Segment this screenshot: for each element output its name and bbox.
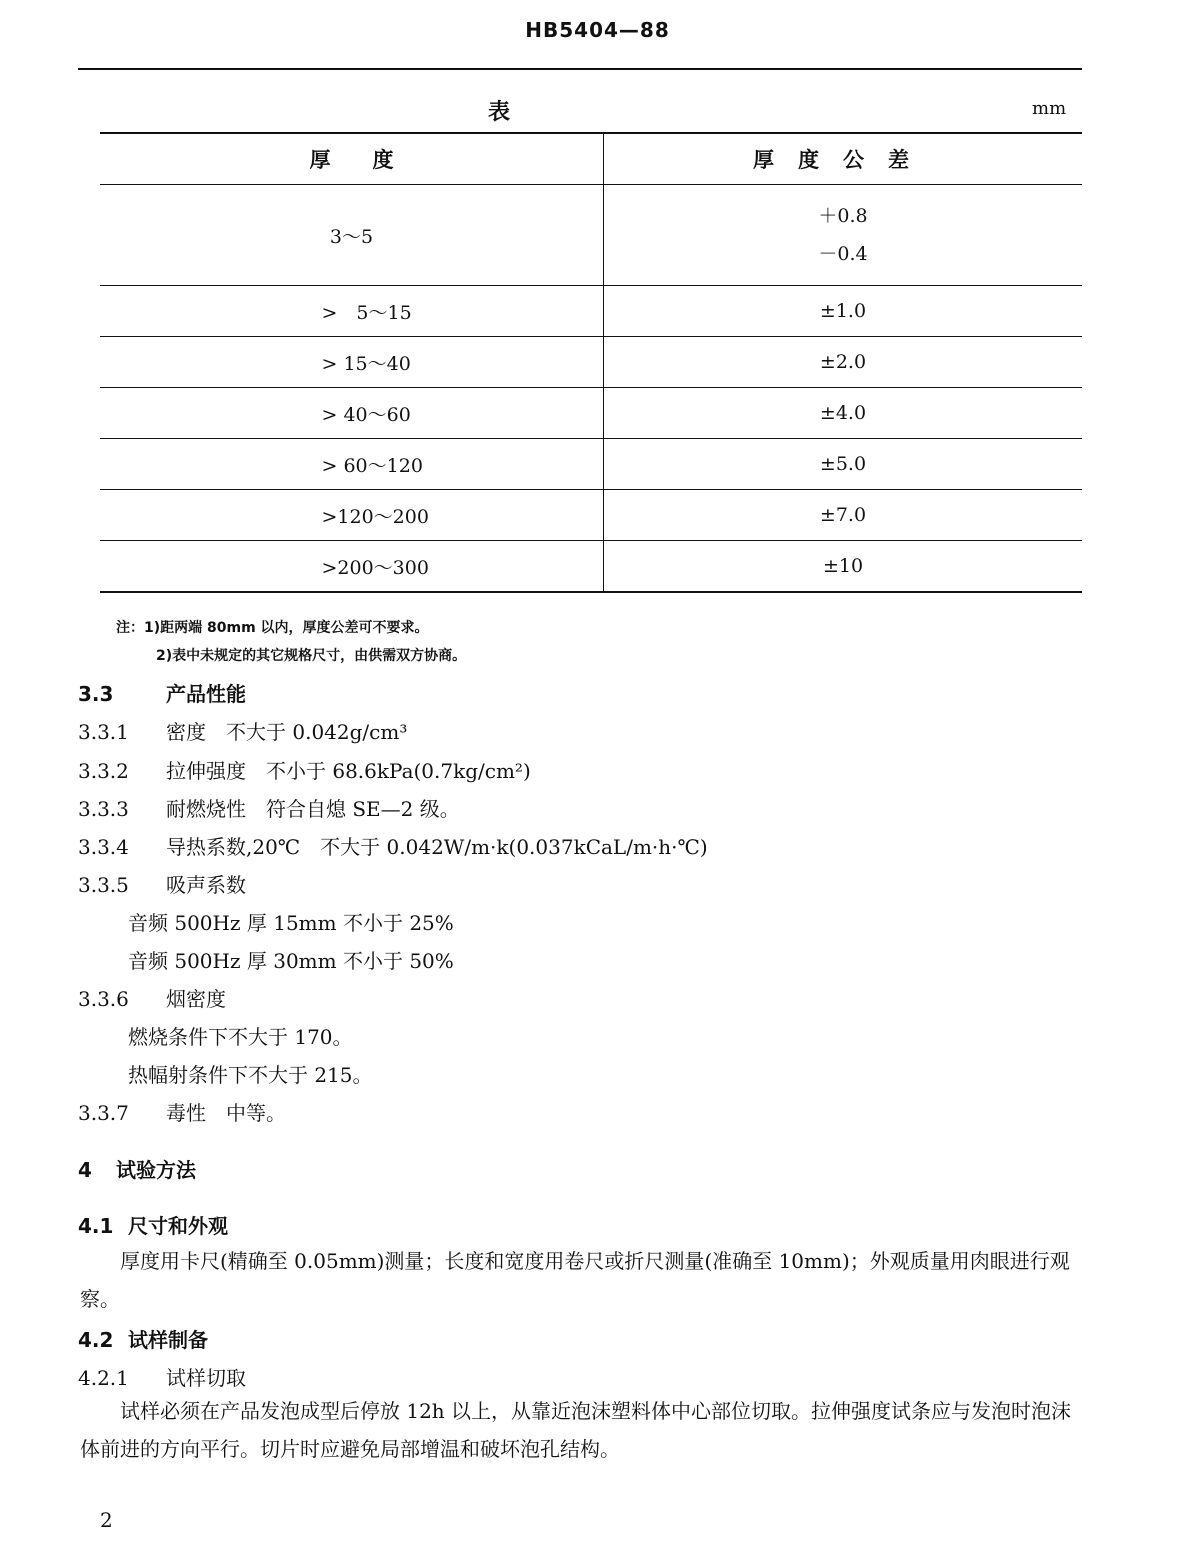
tolerance-cell: ±5.0 [819, 453, 867, 475]
tolerance-cell [604, 185, 1083, 286]
absorption-line-1: 音频 500Hz 厚 15mm 不小于 25% [128, 911, 454, 935]
document-code: HB5404—88 [525, 18, 670, 42]
table-notes [116, 614, 466, 670]
table-title: 表 [488, 99, 511, 125]
smoke-line-2: 热幅射条件下不大于 215。 [128, 1063, 373, 1087]
thickness-cell: > 60～120 [100, 439, 604, 490]
section-3-3-2: 3.3.2 拉伸强度 不小于 68.6kPa(0.7kg/cm²) [78, 759, 531, 783]
section-4: 4 试验方法 [78, 1158, 196, 1182]
tolerance-cell: ±4.0 [819, 402, 867, 424]
section-3-3-5: 3.3.5 吸声系数 [78, 873, 246, 897]
table-row [100, 439, 1082, 490]
section-4-1: 4.1 尺寸和外观 [78, 1214, 228, 1238]
section-3-3-3: 3.3.3 耐燃烧性 符合自熄 SE—2 级。 [78, 797, 460, 821]
table-unit: mm [1032, 98, 1067, 119]
tolerance-plus: ＋0.8 [818, 205, 868, 227]
paragraph-4-2-1: 试样必须在产品发泡成型后停放 12h 以上，从靠近泡沫塑料体中心部位切取。拉伸强度试条应与发泡时泡沫体前进的方向平行。切片时应避免局部增温和破坏泡孔结构。 [80, 1399, 1072, 1461]
section-title: 试样制备 [128, 1328, 208, 1352]
paragraph-4-1: 厚度用卡尺(精确至 0.05mm)测量；长度和宽度用卷尺或折尺测量(准确至 10mm)；外观质量用肉眼进行观察。 [80, 1249, 1070, 1311]
col-thickness-header: 厚 度 [100, 133, 604, 185]
table-row [100, 337, 1082, 388]
section-3-3-6: 3.3.6 烟密度 [78, 987, 226, 1011]
note-1: 注：1)距两端 80mm 以内，厚度公差可不要求。 [116, 620, 429, 636]
tolerance-cell: ±2.0 [819, 351, 867, 373]
thickness-cell: > 15～40 [100, 337, 604, 388]
table-row [100, 541, 1082, 593]
thickness-cell: > 40～60 [100, 388, 604, 439]
section-4-2-1: 4.2.1 试样切取 [78, 1366, 246, 1390]
tolerance-table [100, 132, 1082, 593]
table-row [100, 185, 1082, 286]
section-3-3-1: 3.3.1 密度 不大于 0.042g/cm³ [78, 720, 408, 744]
table-header-row [100, 133, 1082, 185]
header-rule [78, 68, 1082, 70]
absorption-line-2: 音频 500Hz 厚 30mm 不小于 50% [128, 949, 454, 973]
table-row [100, 286, 1082, 337]
thickness-cell: 3～5 [100, 185, 604, 286]
smoke-line-1: 燃烧条件下不大于 170。 [128, 1025, 353, 1049]
col-tolerance-header: 厚度公差 [753, 147, 933, 172]
section-title: 试验方法 [116, 1158, 196, 1182]
tolerance-minus: －0.4 [818, 243, 868, 265]
thickness-cell: > 5～15 [100, 286, 604, 337]
tolerance-cell: ±10 [822, 555, 864, 577]
section-title: 尺寸和外观 [128, 1214, 228, 1238]
thickness-cell: >200～300 [100, 541, 604, 593]
table-row [100, 388, 1082, 439]
tolerance-cell: ±1.0 [819, 300, 867, 322]
section-4-2: 4.2 试样制备 [78, 1328, 208, 1352]
note-2: 2)表中未规定的其它规格尺寸，由供需双方协商。 [156, 648, 467, 664]
tolerance-cell: ±7.0 [819, 504, 867, 526]
page-number: 2 [100, 1508, 113, 1532]
thickness-cell: >120～200 [100, 490, 604, 541]
section-3-3: 3.3 产品性能 [78, 682, 246, 706]
section-3-3-7: 3.3.7 毒性 中等。 [78, 1101, 286, 1125]
section-title: 产品性能 [166, 682, 246, 706]
section-3-3-4: 3.3.4 导热系数,20℃ 不大于 0.042W/m·k(0.037kCaL/m·h·℃) [78, 835, 708, 859]
table-row [100, 490, 1082, 541]
